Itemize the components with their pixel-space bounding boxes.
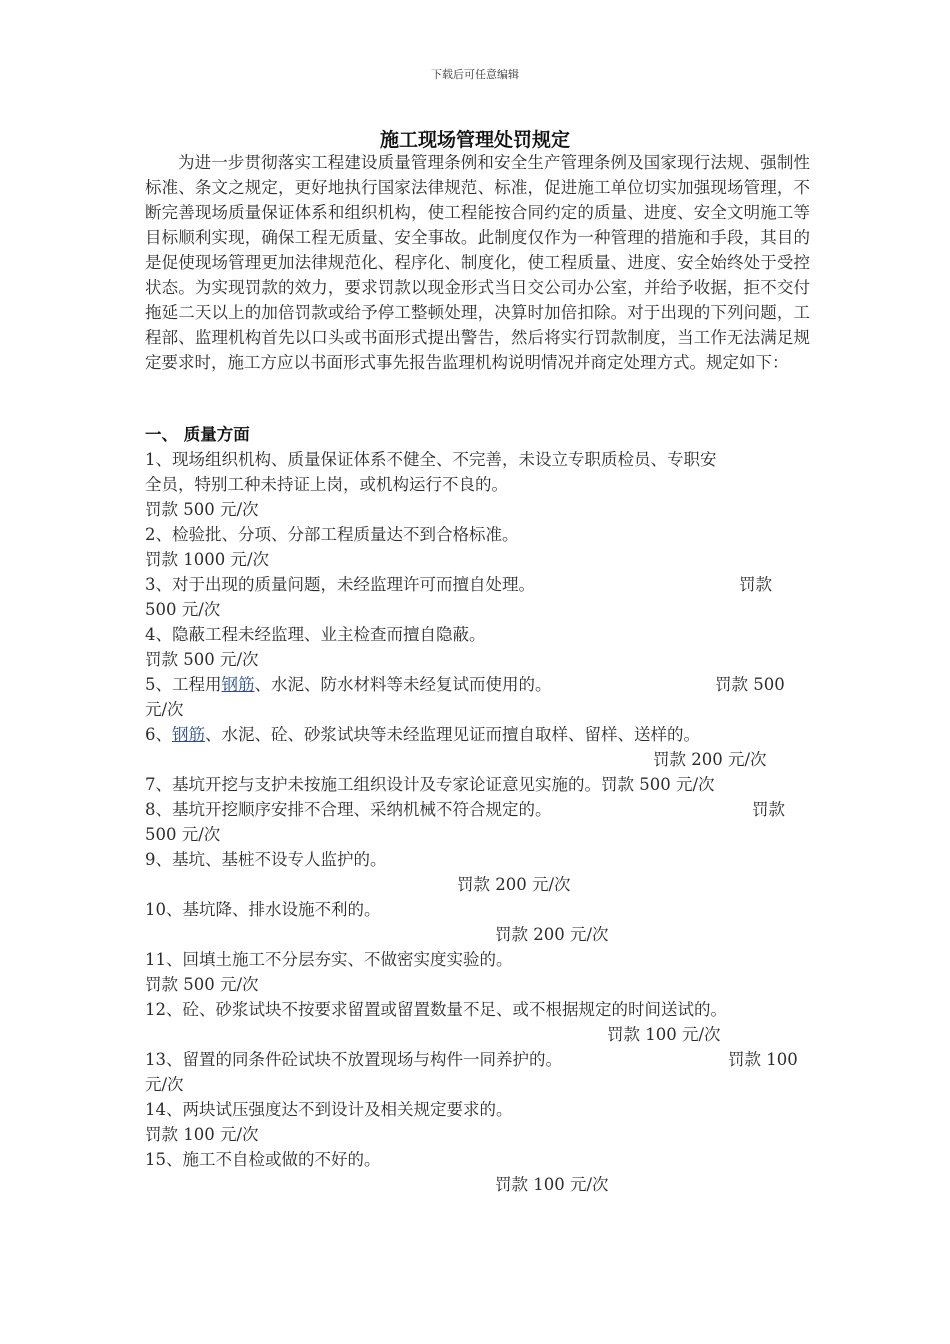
item-12: 12、砼、砂浆试块不按要求留置或留置数量不足、或不根据规定的时间送试的。 <box>145 1000 727 1019</box>
fine-12: 罚款 100 元/次 <box>607 1025 721 1044</box>
item-3-row <box>145 572 810 597</box>
fine-9: 罚款 200 元/次 <box>457 875 571 894</box>
fine-4: 罚款 500 元/次 <box>145 650 259 669</box>
document-title: 施工现场管理处罚规定 <box>379 129 570 151</box>
rebar-link[interactable]: 钢筋 <box>172 725 205 744</box>
item-10: 10、基坑降、排水设施不利的。 <box>145 900 381 919</box>
item-9: 9、基坑、基桩不设专人监护的。 <box>145 850 387 869</box>
item-14: 14、两块试压强度达不到设计及相关规定要求的。 <box>145 1100 513 1119</box>
item-6-row <box>145 722 810 747</box>
fine-5-part-2: 元/次 <box>145 700 184 719</box>
item-15: 15、施工不自检或做的不好的。 <box>145 1150 381 1169</box>
item-11: 11、回填土施工不分层夯实、不做密实度实验的。 <box>145 950 513 969</box>
item-8-row <box>145 797 810 822</box>
item-5-prefix: 5、工程用 <box>145 675 222 694</box>
item-8: 8、基坑开挖顺序安排不合理、采纳机械不符合规定的。 <box>145 800 552 819</box>
item-2: 2、检验批、分项、分部工程质量达不到合格标准。 <box>145 525 519 544</box>
fine-13-part-1: 罚款 100 <box>728 1050 798 1069</box>
item-5-suffix: 、水泥、防水材料等未经复试而使用的。 <box>254 675 552 694</box>
item-6-suffix: 、水泥、砼、砂浆试块等未经监理见证而擅自取样、留样、送样的。 <box>205 725 700 744</box>
item-7: 7、基坑开挖与支护未按施工组织设计及专家论证意见实施的。罚款 500 元/次 <box>145 775 715 794</box>
section-heading-quality: 一、 质量方面 <box>145 425 250 444</box>
intro-paragraph: 为进一步贯彻落实工程建设质量管理条例和安全生产管理条例及国家现行法规、强制性标准、条文之规定，更好地执行国家法律规范、标准，促进施工单位切实加强现场管理，不断完善现场质量保证体系和组织机构，使工程能按合同约定的质量、进度、安全文明施工等目标顺利实现，确保工程无质量、安全事故。此制度仅作为一种管理的措施和手段，其目的是促使现场管理更加法律规范化、程序化、制度化，使工程质量、进度、安全始终处于受控状态。为实现罚款的效力，要求罚款以现金形式当日交公司办公室，并给予收据，拒不交付拖延二天以上的加倍罚款或给予停工整顿处理，决算时加倍扣除。对于出现的下列问题，工程部、监理机构首先以口头或书面形式提出警告，然后将实行罚款制度，当工作无法满足规定要求时，施工方应以书面形式事先报告监理机构说明情况并商定处理方式。规定如下： <box>145 153 810 372</box>
fine-14: 罚款 100 元/次 <box>145 1125 259 1144</box>
fine-8-part-2: 500 元/次 <box>145 825 221 844</box>
fine-2: 罚款 1000 元/次 <box>145 550 270 569</box>
page-header-note: 下载后可任意编辑 <box>431 68 519 81</box>
fine-11: 罚款 500 元/次 <box>145 975 259 994</box>
item-6-prefix: 6、 <box>145 725 172 744</box>
item-1-line-1: 1、现场组织机构、质量保证体系不健全、不完善，未设立专职质检员、专职安 <box>145 450 717 469</box>
fine-10: 罚款 200 元/次 <box>495 925 609 944</box>
rebar-link[interactable]: 钢筋 <box>221 675 255 694</box>
item-13: 13、留置的同条件砼试块不放置现场与构件一同养护的。 <box>145 1050 562 1069</box>
fine-1: 罚款 500 元/次 <box>145 500 259 519</box>
item-5-row <box>145 672 810 697</box>
item-1-line-2: 全员，特别工种未持证上岗，或机构运行不良的。 <box>145 475 508 494</box>
fine-3-part-1: 罚款 <box>739 575 772 594</box>
fine-5-part-1: 罚款 500 <box>715 675 785 694</box>
fine-13-part-2: 元/次 <box>145 1075 184 1094</box>
fine-8-part-1: 罚款 <box>752 800 785 819</box>
fine-6: 罚款 200 元/次 <box>653 750 767 769</box>
fine-3-part-2: 500 元/次 <box>145 600 221 619</box>
fine-15: 罚款 100 元/次 <box>495 1175 609 1194</box>
item-13-row <box>145 1047 810 1072</box>
regulation-list <box>145 422 810 1197</box>
item-4: 4、隐蔽工程未经监理、业主检查而擅自隐蔽。 <box>145 625 486 644</box>
item-3: 3、对于出现的质量问题，未经监理许可而擅自处理。 <box>145 575 535 594</box>
